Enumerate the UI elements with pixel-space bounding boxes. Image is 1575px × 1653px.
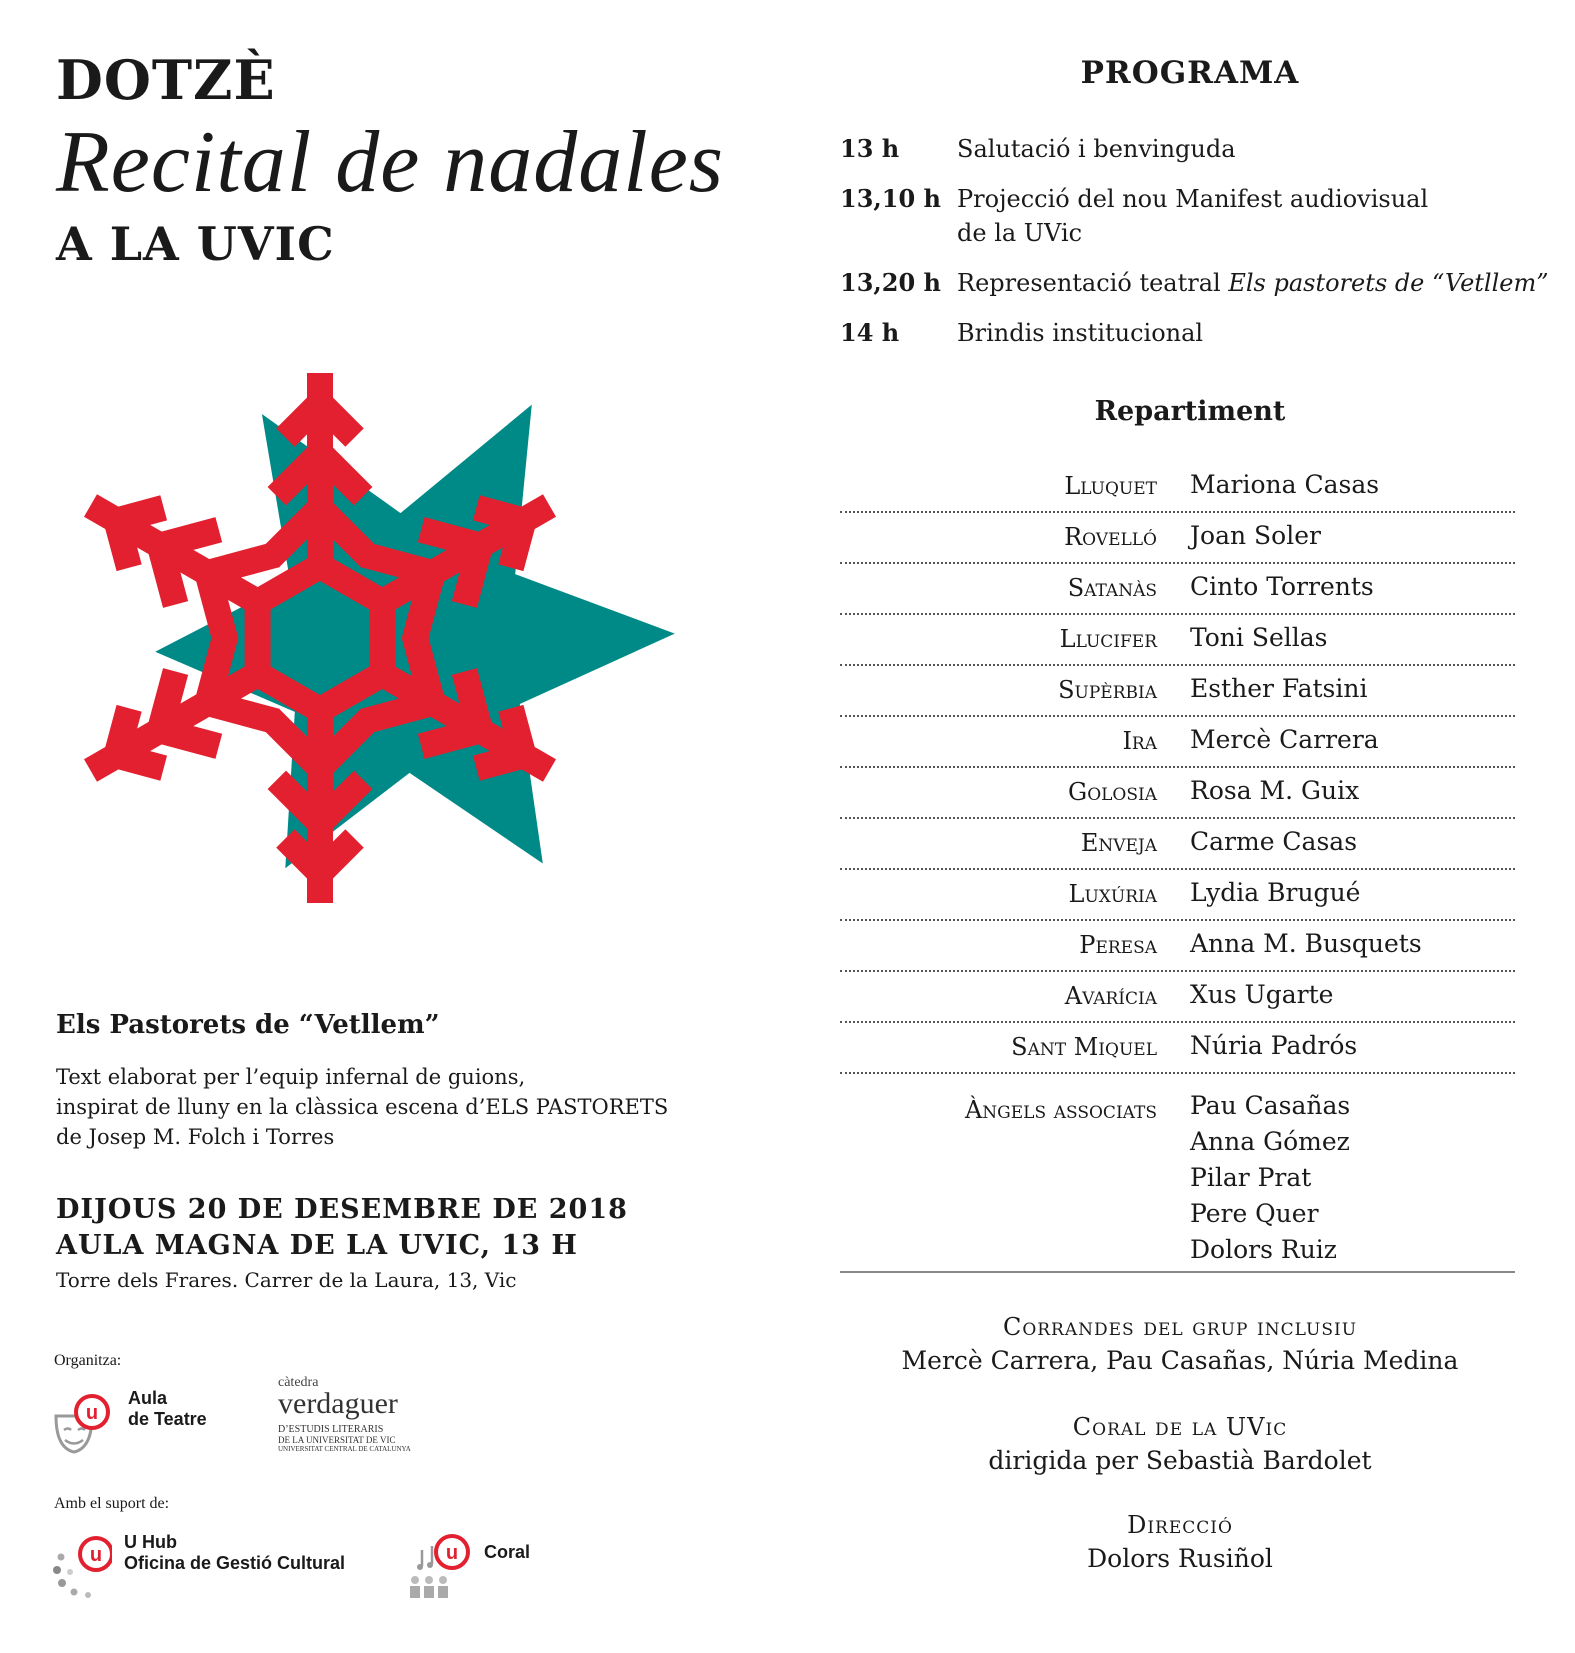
- cast-row: [840, 613, 1515, 666]
- cast-actor: Anna M. Busquets: [1190, 929, 1422, 958]
- cast-row: [840, 868, 1515, 921]
- cast-actor: Esther Fatsini: [1190, 674, 1368, 703]
- coral-logo: [408, 1530, 558, 1600]
- svg-text:u: u: [89, 1544, 103, 1566]
- credit-block: [880, 1410, 1480, 1478]
- cast-actor: Pere Quer: [1190, 1199, 1319, 1228]
- cast-actor: Carme Casas: [1190, 827, 1358, 856]
- uhub-label: U Hub: [124, 1532, 177, 1552]
- play-description: [56, 1062, 696, 1152]
- programa-desc: Projecció del nou Manifest audiovisual de la UVic: [957, 185, 1429, 247]
- play-description-line: de Josep M. Folch i Torres: [56, 1125, 335, 1149]
- cast-role: Lluquet: [1064, 472, 1157, 500]
- catedra-subline: D’ESTUDIS LITERARIS: [278, 1424, 384, 1435]
- cast-row: [840, 970, 1515, 1023]
- svg-text:u: u: [85, 1402, 99, 1424]
- cast-actor: Rosa M. Guix: [1190, 776, 1360, 805]
- credit-body: Mercè Carrera, Pau Casañas, Núria Medina: [901, 1346, 1459, 1375]
- play-description-line: Text elaborat per l’equip infernal de guions,: [56, 1065, 526, 1089]
- catedra-subline: UNIVERSITAT CENTRAL DE CATALUNYA: [278, 1445, 411, 1453]
- cast-actor: Pilar Prat: [1190, 1163, 1312, 1192]
- credit-body: dirigida per Sebastià Bardolet: [988, 1446, 1372, 1475]
- catedra-verdaguer-logo: [278, 1376, 438, 1456]
- play-description-line: inspirat de lluny en la clàssica escena d’ELS PASTORETS: [56, 1095, 669, 1119]
- programa-time: 14 h: [840, 318, 900, 347]
- cast-row: [840, 919, 1515, 972]
- cast-role: Supèrbia: [1058, 676, 1157, 704]
- cast-actor: Joan Soler: [1190, 521, 1321, 550]
- cast-row: [840, 460, 1515, 513]
- cast-actor: Xus Ugarte: [1190, 980, 1334, 1009]
- theatre-masks-icon: [52, 1390, 112, 1460]
- programa-time: 13 h: [840, 134, 900, 163]
- aula-teatre-logo: [52, 1390, 232, 1460]
- cast-row: [840, 562, 1515, 615]
- cast-actor-list: [1190, 1088, 1350, 1268]
- heading-ordinal: DOTZÈ: [56, 48, 276, 112]
- cast-role: Enveja: [1080, 829, 1157, 857]
- credit-body: Dolors Rusiñol: [1087, 1544, 1273, 1573]
- support-label: Amb el suport de:: [54, 1495, 170, 1512]
- cast-actor: Mariona Casas: [1190, 470, 1380, 499]
- cast-actor: Pau Casañas: [1190, 1091, 1351, 1120]
- page-title: Recital de nadales: [56, 114, 725, 211]
- svg-text:u: u: [445, 1542, 459, 1564]
- catedra-subline: DE LA UNIVERSITAT DE VIC: [278, 1435, 396, 1445]
- cast-row: [840, 766, 1515, 819]
- catedra-label: càtedra: [278, 1375, 319, 1390]
- programa-desc: Representació teatral Els pastorets de “Vetllem”: [957, 269, 1549, 297]
- cast-actor: Cinto Torrents: [1190, 572, 1374, 601]
- snowflake-star-emblem: [55, 333, 735, 943]
- coral-label: Coral: [484, 1542, 531, 1562]
- heading-subtitle: A LA UVIC: [56, 217, 335, 271]
- cast-row: [840, 1084, 1515, 1273]
- event-address: Torre dels Frares. Carrer de la Laura, 13, Vic: [56, 1268, 517, 1292]
- cast-role: Golosia: [1068, 778, 1157, 806]
- event-date: DIJOUS 20 DE DESEMBRE DE 2018: [56, 1194, 628, 1225]
- cast-row: [840, 817, 1515, 870]
- cast-actor: Núria Padrós: [1190, 1031, 1358, 1060]
- choir-icon: [408, 1530, 472, 1600]
- cast-role: Avarícia: [1064, 982, 1157, 1010]
- credit-block: [880, 1508, 1480, 1576]
- cast-actor: Anna Gómez: [1190, 1127, 1350, 1156]
- cast-role: Peresa: [1079, 931, 1157, 959]
- cast-actor: Dolors Ruiz: [1190, 1235, 1337, 1264]
- cast-role: Ira: [1122, 727, 1157, 755]
- organizers-label: Organitza:: [54, 1352, 122, 1369]
- cast-role: Satanàs: [1067, 574, 1157, 602]
- programa-desc: Brindis institucional: [957, 319, 1204, 347]
- cast-role: Llucifer: [1059, 625, 1157, 653]
- cast-role: Rovelló: [1064, 523, 1157, 551]
- programa-desc: Salutació i benvinguda: [957, 135, 1236, 163]
- cast-row: [840, 664, 1515, 717]
- cast-actor: Toni Sellas: [1190, 623, 1328, 652]
- verdaguer-label: verdaguer: [278, 1387, 398, 1420]
- play-title: Els Pastorets de “Vetllem”: [56, 1010, 440, 1040]
- cast-row: [840, 1021, 1515, 1074]
- aula-teatre-label: de Teatre: [128, 1409, 207, 1429]
- credit-heading: Direcció: [1127, 1511, 1233, 1539]
- cast-row: [840, 715, 1515, 768]
- aula-teatre-label: Aula: [128, 1388, 168, 1408]
- cast-role: Luxúria: [1068, 880, 1157, 908]
- programa-time: 13,10 h: [840, 184, 941, 213]
- cast-row: [840, 511, 1515, 564]
- programa-title: PROGRAMA: [1080, 55, 1300, 91]
- credit-block: [880, 1310, 1480, 1378]
- cast-role: Sant Miquel: [1011, 1033, 1157, 1061]
- uhub-dots-icon: [52, 1530, 112, 1600]
- credit-heading: Coral de la UVic: [1072, 1413, 1288, 1441]
- uhub-logo: [52, 1530, 372, 1600]
- cast-actor: Lydia Brugué: [1190, 878, 1361, 907]
- repartiment-title: Repartiment: [1094, 396, 1286, 427]
- programa-time: 13,20 h: [840, 268, 941, 297]
- cast-role: Àngels associats: [964, 1096, 1157, 1124]
- event-place: AULA MAGNA DE LA UVIC, 13 H: [56, 1230, 578, 1261]
- uhub-sublabel: Oficina de Gestió Cultural: [124, 1553, 346, 1573]
- credit-heading: Corrandes del grup inclusiu: [1002, 1313, 1358, 1341]
- cast-actor: Mercè Carrera: [1190, 725, 1379, 754]
